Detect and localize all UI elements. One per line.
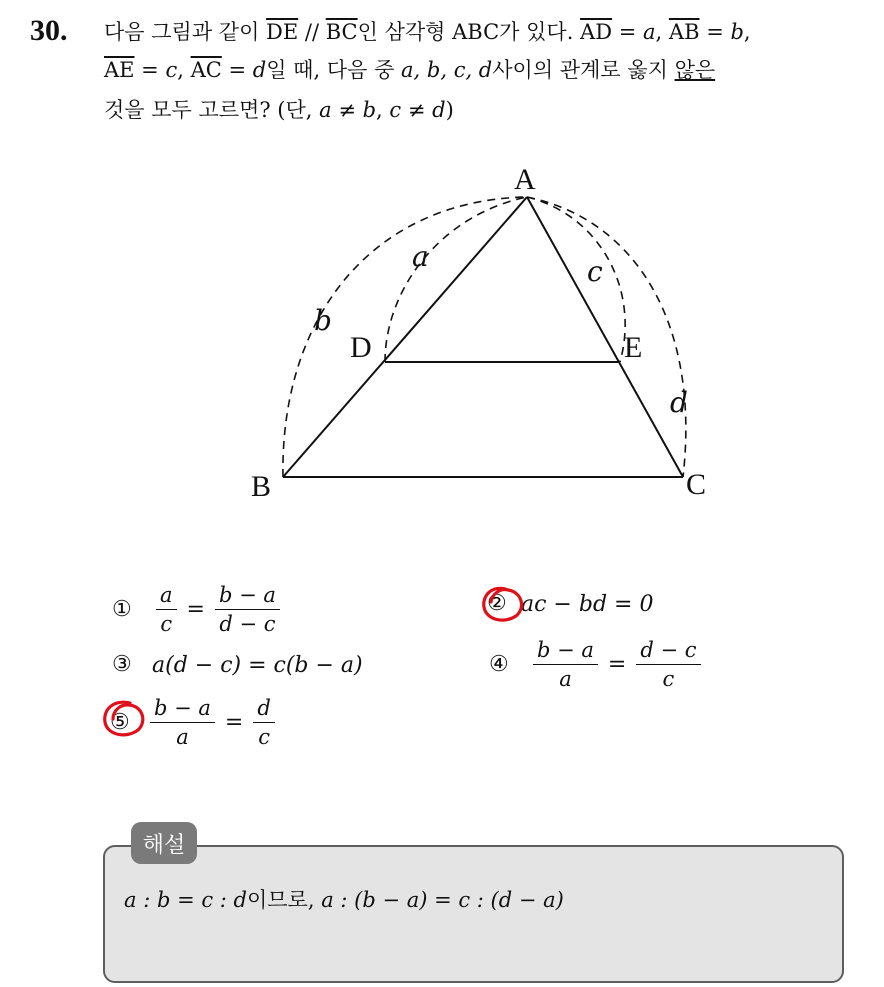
equals-sign: = [607,652,627,677]
fraction [533,638,598,691]
q-text: = [699,20,731,44]
numerator: b − a [215,583,280,610]
segment-bc: $\overline{BC}$ [325,20,358,44]
solution-tag: 해설 [131,822,197,864]
equals-sign: = [186,597,205,622]
numerator: a [156,583,177,610]
fraction [156,583,177,636]
answer-mark-circle-5 [100,697,150,743]
option-number: ⑤ [110,709,130,735]
option-expression: a(d − c) = c(b − a) [152,652,363,678]
q-text: ) [445,98,454,122]
parallel-symbol: // [298,20,326,44]
q-text: 다음 그림과 같이 [104,20,267,44]
q-text: = [221,58,253,82]
denominator: c [258,725,270,749]
numerator: d − c [636,638,700,665]
segment-de: $\overline{DE}$ [266,20,299,44]
var-d: d [252,58,267,82]
q-text: = [134,58,166,82]
numerator: d [253,696,274,723]
segment-ab: $\overline{AB}$ [668,20,700,44]
denominator: a [559,667,572,691]
option-number: ① [112,596,132,622]
label-a-vertex: A [514,163,536,196]
denominator: a [176,725,189,749]
label-length-c: c [587,255,603,288]
option-expression: ac − bd = 0 [521,591,654,617]
option-number: ② [487,591,507,616]
option-1[interactable] [112,583,284,636]
option-3[interactable] [112,652,363,678]
emphasis-not: 않은 [674,58,716,82]
fraction [150,696,215,749]
fraction [253,696,274,749]
label-length-d: d [670,386,688,419]
q-text: 일 때, 다음 중 [266,58,402,82]
label-d-vertex: D [350,331,372,364]
denominator: c [662,667,675,691]
condition-c-ne-d: c ≠ d [389,98,446,122]
solution-connector: 이므로, [246,888,322,912]
label-e-vertex: E [624,331,643,364]
fraction [215,583,280,636]
q-text: , [743,20,751,44]
option-4[interactable] [489,638,705,691]
condition-a-ne-b: a ≠ b [319,98,377,122]
label-b-vertex: B [251,470,272,503]
label-length-b: b [314,304,332,337]
label-c-vertex: C [686,468,707,501]
solution-expression-1: a : b = c : d [124,888,247,912]
var-c: c [165,58,178,82]
side-ab [283,197,527,477]
option-number: ④ [489,651,509,677]
var-b: b [730,20,744,44]
q-text: 것을 모두 고르면? (단, [104,98,320,122]
q-text: 인 삼각형 ABC가 있다. [357,20,581,44]
q-text: , [177,58,191,82]
segment-ad: $\overline{AD}$ [580,20,613,44]
numerator: b − a [533,638,598,665]
denominator: d − c [219,612,276,636]
solution-expression-2: a : (b − a) = c : (d − a) [321,888,564,912]
segment-ae: $\overline{AE}$ [104,58,135,82]
variables-list: a, b, c, d [401,58,493,82]
var-a: a [643,20,656,44]
solution-text [124,884,564,914]
denominator: c [160,612,173,636]
label-length-a: a [412,240,429,273]
question-number: 30. [30,14,68,47]
q-text: , [376,98,390,122]
q-text: 사이의 관계로 옳지 [492,58,675,82]
solution-box [103,845,844,983]
answer-mark-circle-2 [478,582,528,628]
side-ac [527,197,683,477]
fraction [636,638,700,691]
segment-ac: $\overline{AC}$ [190,58,222,82]
numerator: b − a [150,696,215,723]
q-text: , [655,20,669,44]
equals-sign: = [224,710,244,735]
option-number: ③ [112,652,132,677]
q-text: = [612,20,644,44]
